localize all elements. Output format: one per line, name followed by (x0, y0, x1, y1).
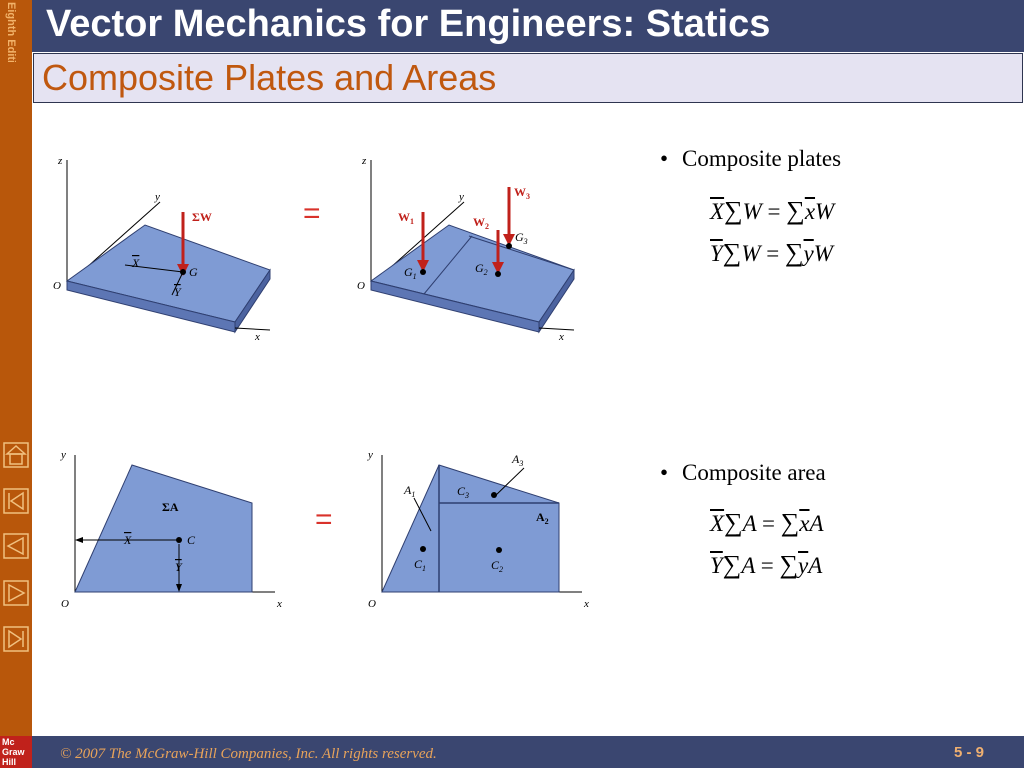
eq-rhs-bar: $\overline{y}$ (798, 553, 809, 578)
logo-line-1: Mc (2, 737, 15, 747)
label-w3: $W_3$ (514, 185, 530, 201)
eq-rhs-var: A (808, 553, 823, 578)
equals-sign-bottom: = (315, 503, 333, 536)
equals-sign-top: = (303, 197, 321, 230)
eq-lhs-var: A (741, 553, 755, 578)
x-axis (539, 328, 574, 330)
label-origin: O (61, 598, 69, 610)
eq-lhs-bar: $\overline{Y}$ (710, 241, 723, 266)
eq-rhs-bar: $\overline{x}$ (799, 511, 810, 536)
label-x: x (255, 331, 260, 340)
bullet-composite-plates (660, 146, 841, 172)
label-centroid-c: C (187, 533, 196, 547)
label-a2: $A_2$ (536, 510, 549, 526)
eq-rhs-var: A (809, 511, 824, 536)
eq-lhs-bar: $\overline{Y}$ (710, 553, 723, 578)
label-x-bar: X (124, 533, 132, 547)
area-figure-left (55, 440, 295, 620)
label-y-bar: Y (175, 560, 182, 574)
eq-lhs-var: A (742, 511, 757, 536)
plate-figure-left (50, 150, 280, 340)
last-slide-icon[interactable] (3, 626, 29, 652)
label-g2: $G_2$ (475, 261, 488, 277)
page-subtitle: Composite Plates and Areas (42, 57, 497, 98)
label-c1: $C_1$ (414, 557, 427, 573)
label-g1: $G_1$ (404, 265, 417, 281)
equation-y-bar-area (710, 550, 822, 580)
equals-symbol: = (760, 553, 774, 578)
centroid-g1 (420, 269, 426, 275)
page-number: 5 - 9 (953, 744, 984, 761)
label-sum-a: ΣA (162, 500, 179, 514)
logo-line-2: Graw (2, 747, 25, 757)
equation-y-bar-weight (710, 238, 833, 268)
edition-label (0, 2, 32, 62)
centroid-point (176, 537, 182, 543)
equals-symbol: = (767, 199, 781, 224)
sum-symbol: ∑ (724, 508, 743, 537)
plate-figure-right (354, 150, 584, 340)
sum-symbol: ∑ (785, 238, 804, 267)
eq-rhs-var: W (813, 241, 833, 266)
mcgraw-hill-logo (0, 736, 32, 768)
eq-lhs-bar: $\overline{X}$ (710, 199, 725, 224)
centroid-c2 (496, 547, 502, 553)
eq-rhs-var: W (815, 199, 835, 224)
label-origin: O (53, 280, 61, 292)
label-y: y (155, 191, 160, 203)
label-y: y (459, 191, 464, 203)
label-y: y (368, 449, 373, 461)
eq-lhs-var: W (742, 199, 762, 224)
label-sum-w: ΣW (192, 210, 212, 224)
label-a1: $A_1$ (404, 483, 416, 499)
label-c3: $C_3$ (457, 484, 470, 500)
bullet-text: Composite area (682, 460, 826, 485)
x-axis (235, 328, 270, 330)
label-centroid-g: G (189, 265, 198, 279)
label-y-bar: Y (174, 285, 181, 299)
eq-lhs-bar: $\overline{X}$ (710, 511, 725, 536)
label-a3: $A_3$ (512, 452, 524, 468)
centroid-g2 (495, 271, 501, 277)
sum-symbol: ∑ (722, 238, 742, 267)
label-z: z (58, 155, 63, 167)
eq-lhs-var: W (741, 241, 761, 266)
label-origin: O (357, 280, 365, 292)
sum-symbol: ∑ (724, 196, 743, 225)
home-icon[interactable] (3, 442, 29, 468)
bullet-dot: • (660, 460, 669, 485)
centroid-c1 (420, 546, 426, 552)
subtitle-bar (33, 53, 1023, 103)
centroid-g3 (506, 243, 512, 249)
area-figure-right (362, 440, 602, 620)
label-c2: $C_2$ (491, 558, 504, 574)
label-y: y (61, 449, 66, 461)
label-w1: $W_1$ (398, 210, 414, 226)
previous-slide-icon[interactable] (3, 533, 29, 559)
sum-symbol: ∑ (780, 508, 800, 537)
bullet-text: Composite plates (682, 146, 842, 171)
title-bar (32, 0, 1024, 52)
equals-symbol: = (762, 511, 775, 536)
sidebar (0, 0, 32, 768)
next-slide-icon[interactable] (3, 580, 29, 606)
sum-symbol: ∑ (786, 196, 805, 225)
logo-line-3: Hill (2, 757, 17, 767)
label-x: x (584, 598, 589, 610)
label-z: z (362, 155, 367, 167)
equation-x-bar-area (710, 508, 824, 538)
label-x: x (277, 598, 282, 610)
bullet-dot: • (660, 146, 669, 171)
x-bar-arrow (75, 537, 83, 543)
equation-x-bar-weight (710, 196, 834, 226)
sum-symbol: ∑ (722, 550, 742, 579)
edition-text: Eighth Edition (5, 2, 17, 62)
sum-symbol: ∑ (779, 550, 799, 579)
copyright-notice: © 2007 The McGraw-Hill Companies, Inc. All rights reserved. (60, 746, 437, 762)
label-origin: O (368, 598, 376, 610)
label-x-bar: X (132, 256, 140, 270)
bullet-composite-area (660, 460, 826, 486)
area-shape (75, 465, 252, 592)
label-w2: $W_2$ (473, 215, 489, 231)
label-x: x (559, 331, 564, 340)
eq-rhs-bar: $\overline{y}$ (803, 241, 814, 266)
page-title: Vector Mechanics for Engineers: Statics (46, 3, 771, 45)
label-g3: $G_3$ (515, 230, 528, 246)
eq-rhs-bar: $\overline{x}$ (804, 199, 816, 224)
first-slide-icon[interactable] (3, 488, 29, 514)
equals-symbol: = (766, 241, 780, 266)
centroid-c3 (491, 492, 497, 498)
footer-bar (32, 736, 1024, 768)
